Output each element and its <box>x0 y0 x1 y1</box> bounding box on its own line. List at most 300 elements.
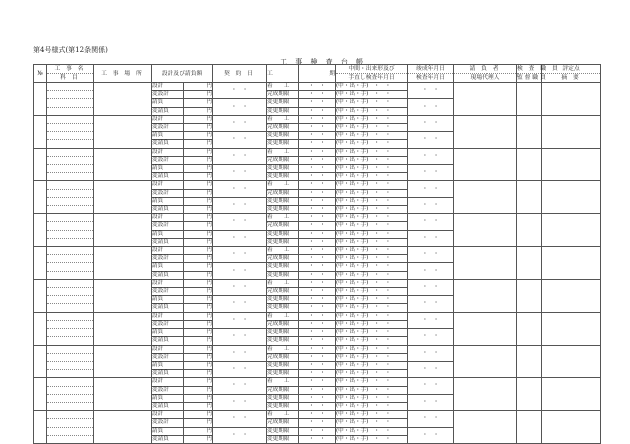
record-name-cell <box>47 214 94 222</box>
rating-cell <box>542 312 601 345</box>
yen-label: 円 <box>184 378 213 386</box>
record-subject-cell <box>47 263 94 271</box>
design-label: 変請負 <box>152 107 184 115</box>
record-no-cell <box>34 411 47 444</box>
header-design: 設計及び請負額 <box>152 65 213 83</box>
yen-label: 円 <box>184 296 213 304</box>
record-no-cell <box>34 181 47 214</box>
inspector-cell <box>517 312 542 345</box>
yen-label: 円 <box>184 337 213 345</box>
period-label: 変更期限 <box>267 361 299 369</box>
mid-inspection-cell: (中・出・手) ・ ・ <box>336 288 408 296</box>
yen-label: 円 <box>184 386 213 394</box>
mid-inspection-cell: (中・出・手) ・ ・ <box>336 165 408 173</box>
header-supervisor: 監 督 職 員 <box>517 75 546 81</box>
header-no: № <box>34 65 47 83</box>
completion-date-cell: ・ ・ <box>408 345 454 361</box>
design-label: 変設計 <box>152 222 184 230</box>
mid-inspection-cell: (中・出・手) ・ ・ <box>336 91 408 99</box>
mid-inspection-cell: (中・出・手) ・ ・ <box>336 402 408 410</box>
design-label: 請負 <box>152 230 184 238</box>
period-label: 完成期限 <box>267 419 299 427</box>
mid-inspection-cell: (中・出・手) ・ ・ <box>336 230 408 238</box>
design-label: 請負 <box>152 99 184 107</box>
inspector-cell <box>517 148 542 181</box>
design-label: 変設計 <box>152 353 184 361</box>
period-date: ・ ・ <box>299 115 336 123</box>
record-subject-cell <box>47 288 94 296</box>
period-date: ・ ・ <box>299 214 336 222</box>
contract-date-cell: ・ ・ <box>213 427 267 443</box>
record-no-cell <box>34 378 47 411</box>
contractor-cell <box>454 378 517 411</box>
contract-date-cell: ・ ・ <box>213 279 267 295</box>
yen-label: 円 <box>184 148 213 156</box>
contractor-cell <box>454 148 517 181</box>
record-subject-cell <box>47 353 94 361</box>
record-name-cell <box>47 181 94 189</box>
record-subject-cell <box>47 173 94 181</box>
yen-label: 円 <box>184 206 213 214</box>
record-subject-cell <box>47 99 94 107</box>
design-label: 変設計 <box>152 124 184 132</box>
period-date: ・ ・ <box>299 312 336 320</box>
contract-date-cell: ・ ・ <box>213 296 267 312</box>
period-label: 変更期限 <box>267 370 299 378</box>
period-label: 着 工 <box>267 378 299 386</box>
record-no-cell <box>34 247 47 280</box>
mid-inspection-cell: (中・出・手) ・ ・ <box>336 320 408 328</box>
period-label: 完成期限 <box>267 386 299 394</box>
mid-inspection-cell: (中・出・手) ・ ・ <box>336 83 408 91</box>
inspector-cell <box>517 279 542 312</box>
period-date: ・ ・ <box>299 83 336 91</box>
design-label: 請負 <box>152 394 184 402</box>
period-date: ・ ・ <box>299 91 336 99</box>
record-subject-cell <box>47 271 94 279</box>
period-date: ・ ・ <box>299 247 336 255</box>
record-subject-cell <box>47 402 94 410</box>
design-label: 設計 <box>152 279 184 287</box>
mid-inspection-cell: (中・出・手) ・ ・ <box>336 173 408 181</box>
design-label: 変請負 <box>152 304 184 312</box>
record-name-cell <box>47 312 94 320</box>
completion-date-cell: ・ ・ <box>408 99 454 115</box>
header-period-right: 期 <box>299 65 336 83</box>
record-subject-cell <box>47 419 94 427</box>
yen-label: 円 <box>184 288 213 296</box>
period-date: ・ ・ <box>299 288 336 296</box>
yen-label: 円 <box>184 411 213 419</box>
completion-date-cell: ・ ・ <box>408 361 454 377</box>
design-label: 請負 <box>152 197 184 205</box>
period-label: 変更期限 <box>267 173 299 181</box>
record-subject-cell <box>47 165 94 173</box>
header-inspection-date: 検査年月日 <box>408 74 454 83</box>
contractor-cell <box>454 411 517 444</box>
header-completion: 竣成年月日 <box>408 65 454 74</box>
mid-inspection-cell: (中・出・手) ・ ・ <box>336 370 408 378</box>
record-subject-cell <box>47 238 94 246</box>
contract-date-cell: ・ ・ <box>213 181 267 197</box>
period-label: 完成期限 <box>267 353 299 361</box>
period-label: 完成期限 <box>267 255 299 263</box>
completion-date-cell: ・ ・ <box>408 312 454 328</box>
record-subject-cell <box>47 230 94 238</box>
contract-date-cell: ・ ・ <box>213 132 267 148</box>
period-label: 着 工 <box>267 115 299 123</box>
mid-inspection-cell: (中・出・手) ・ ・ <box>336 107 408 115</box>
mid-inspection-cell: (中・出・手) ・ ・ <box>336 345 408 353</box>
record-subject-cell <box>47 337 94 345</box>
table-row <box>34 247 601 255</box>
design-label: 変設計 <box>152 189 184 197</box>
mid-inspection-cell: (中・出・手) ・ ・ <box>336 197 408 205</box>
record-place-cell <box>94 83 152 116</box>
yen-label: 円 <box>184 345 213 353</box>
period-date: ・ ・ <box>299 197 336 205</box>
rating-cell <box>542 214 601 247</box>
yen-label: 円 <box>184 419 213 427</box>
table-row <box>34 214 601 222</box>
record-subject-cell <box>47 197 94 205</box>
design-label: 設計 <box>152 411 184 419</box>
period-label: 完成期限 <box>267 156 299 164</box>
header-period-left: 工 <box>267 65 299 83</box>
yen-label: 円 <box>184 329 213 337</box>
period-date: ・ ・ <box>299 189 336 197</box>
yen-label: 円 <box>184 271 213 279</box>
mid-inspection-cell: (中・出・手) ・ ・ <box>336 312 408 320</box>
yen-label: 円 <box>184 394 213 402</box>
record-place-cell <box>94 279 152 312</box>
contract-date-cell: ・ ・ <box>213 411 267 427</box>
period-date: ・ ・ <box>299 402 336 410</box>
record-subject-cell <box>47 361 94 369</box>
rating-cell <box>542 148 601 181</box>
period-label: 着 工 <box>267 247 299 255</box>
yen-label: 円 <box>184 255 213 263</box>
completion-date-cell: ・ ・ <box>408 197 454 213</box>
contract-date-cell: ・ ・ <box>213 329 267 345</box>
yen-label: 円 <box>184 304 213 312</box>
contract-date-cell: ・ ・ <box>213 263 267 279</box>
design-label: 請負 <box>152 329 184 337</box>
period-date: ・ ・ <box>299 271 336 279</box>
record-place-cell <box>94 378 152 411</box>
period-date: ・ ・ <box>299 427 336 435</box>
mid-inspection-cell: (中・出・手) ・ ・ <box>336 255 408 263</box>
inspector-cell <box>517 378 542 411</box>
page-title: 工 事 検 査 台 帳 <box>280 58 367 66</box>
record-name-cell <box>47 411 94 419</box>
mid-inspection-cell: (中・出・手) ・ ・ <box>336 99 408 107</box>
inspector-cell <box>517 214 542 247</box>
mid-inspection-cell: (中・出・手) ・ ・ <box>336 419 408 427</box>
ledger-body <box>34 83 601 444</box>
rating-cell <box>542 345 601 378</box>
design-label: 請負 <box>152 165 184 173</box>
yen-label: 円 <box>184 361 213 369</box>
record-subject-cell <box>47 304 94 312</box>
period-label: 変更期限 <box>267 99 299 107</box>
period-label: 着 工 <box>267 279 299 287</box>
table-row <box>34 378 601 386</box>
period-label: 変更期限 <box>267 263 299 271</box>
inspector-cell <box>517 247 542 280</box>
yen-label: 円 <box>184 320 213 328</box>
yen-label: 円 <box>184 189 213 197</box>
design-label: 設計 <box>152 345 184 353</box>
rating-cell <box>542 181 601 214</box>
record-place-cell <box>94 312 152 345</box>
yen-label: 円 <box>184 214 213 222</box>
record-name-cell <box>47 83 94 91</box>
design-label: 変設計 <box>152 156 184 164</box>
design-label: 変設計 <box>152 419 184 427</box>
design-label: 変請負 <box>152 435 184 443</box>
rating-cell <box>542 279 601 312</box>
contractor-cell <box>454 279 517 312</box>
period-label: 完成期限 <box>267 320 299 328</box>
record-subject-cell <box>47 320 94 328</box>
table-row <box>34 115 601 123</box>
period-date: ・ ・ <box>299 124 336 132</box>
record-no-cell <box>34 115 47 148</box>
period-date: ・ ・ <box>299 329 336 337</box>
design-label: 変設計 <box>152 91 184 99</box>
mid-inspection-cell: (中・出・手) ・ ・ <box>336 296 408 304</box>
period-date: ・ ・ <box>299 230 336 238</box>
period-date: ・ ・ <box>299 296 336 304</box>
contractor-cell <box>454 115 517 148</box>
yen-label: 円 <box>184 181 213 189</box>
contract-date-cell: ・ ・ <box>213 394 267 410</box>
period-label: 着 工 <box>267 148 299 156</box>
mid-inspection-cell: (中・出・手) ・ ・ <box>336 394 408 402</box>
period-date: ・ ・ <box>299 263 336 271</box>
record-subject-cell <box>47 140 94 148</box>
design-label: 変請負 <box>152 271 184 279</box>
mid-inspection-cell: (中・出・手) ・ ・ <box>336 386 408 394</box>
period-label: 変更期限 <box>267 132 299 140</box>
design-label: 変設計 <box>152 386 184 394</box>
period-label: 変更期限 <box>267 296 299 304</box>
mid-inspection-cell: (中・出・手) ・ ・ <box>336 132 408 140</box>
mid-inspection-cell: (中・出・手) ・ ・ <box>336 222 408 230</box>
record-subject-cell <box>47 206 94 214</box>
design-label: 変請負 <box>152 402 184 410</box>
contract-date-cell: ・ ・ <box>213 165 267 181</box>
mid-inspection-cell: (中・出・手) ・ ・ <box>336 361 408 369</box>
mid-inspection-cell: (中・出・手) ・ ・ <box>336 337 408 345</box>
completion-date-cell: ・ ・ <box>408 296 454 312</box>
yen-label: 円 <box>184 107 213 115</box>
completion-date-cell: ・ ・ <box>408 148 454 164</box>
yen-label: 円 <box>184 353 213 361</box>
design-label: 変請負 <box>152 370 184 378</box>
header-site-agent: 現場代理人 <box>454 74 517 83</box>
design-label: 設計 <box>152 312 184 320</box>
mid-inspection-cell: (中・出・手) ・ ・ <box>336 279 408 287</box>
yen-label: 円 <box>184 263 213 271</box>
rating-cell <box>542 378 601 411</box>
record-name-cell <box>47 345 94 353</box>
rating-cell <box>542 411 601 444</box>
completion-date-cell: ・ ・ <box>408 115 454 131</box>
yen-label: 円 <box>184 230 213 238</box>
contractor-cell <box>454 181 517 214</box>
completion-date-cell: ・ ・ <box>408 394 454 410</box>
record-subject-cell <box>47 255 94 263</box>
record-place-cell <box>94 115 152 148</box>
record-place-cell <box>94 247 152 280</box>
inspector-cell <box>517 115 542 148</box>
record-subject-cell <box>47 222 94 230</box>
completion-date-cell: ・ ・ <box>408 378 454 394</box>
mid-inspection-cell: (中・出・手) ・ ・ <box>336 181 408 189</box>
contract-date-cell: ・ ・ <box>213 378 267 394</box>
record-no-cell <box>34 214 47 247</box>
header-subject: 科 目 <box>47 74 94 83</box>
record-place-cell <box>94 214 152 247</box>
mid-inspection-cell: (中・出・手) ・ ・ <box>336 329 408 337</box>
record-no-cell <box>34 148 47 181</box>
record-subject-cell <box>47 107 94 115</box>
design-label: 設計 <box>152 148 184 156</box>
contract-date-cell: ・ ・ <box>213 115 267 131</box>
period-date: ・ ・ <box>299 107 336 115</box>
mid-inspection-cell: (中・出・手) ・ ・ <box>336 156 408 164</box>
contract-date-cell: ・ ・ <box>213 197 267 213</box>
record-subject-cell <box>47 370 94 378</box>
design-label: 変請負 <box>152 238 184 246</box>
period-date: ・ ・ <box>299 238 336 246</box>
period-label: 変更期限 <box>267 304 299 312</box>
mid-inspection-cell: (中・出・手) ・ ・ <box>336 435 408 443</box>
yen-label: 円 <box>184 312 213 320</box>
period-label: 変更期限 <box>267 107 299 115</box>
period-date: ・ ・ <box>299 435 336 443</box>
design-label: 変請負 <box>152 173 184 181</box>
period-date: ・ ・ <box>299 386 336 394</box>
period-date: ・ ・ <box>299 320 336 328</box>
mid-inspection-cell: (中・出・手) ・ ・ <box>336 271 408 279</box>
period-date: ・ ・ <box>299 132 336 140</box>
period-label: 変更期限 <box>267 271 299 279</box>
design-label: 請負 <box>152 427 184 435</box>
mid-inspection-cell: (中・出・手) ・ ・ <box>336 411 408 419</box>
period-date: ・ ・ <box>299 156 336 164</box>
design-label: 変請負 <box>152 337 184 345</box>
yen-label: 円 <box>184 156 213 164</box>
record-place-cell <box>94 181 152 214</box>
period-date: ・ ・ <box>299 99 336 107</box>
period-date: ・ ・ <box>299 394 336 402</box>
contractor-cell <box>454 345 517 378</box>
design-label: 設計 <box>152 378 184 386</box>
period-label: 変更期限 <box>267 435 299 443</box>
record-subject-cell <box>47 124 94 132</box>
table-row <box>34 411 601 419</box>
record-subject-cell <box>47 386 94 394</box>
design-label: 請負 <box>152 132 184 140</box>
mid-inspection-cell: (中・出・手) ・ ・ <box>336 247 408 255</box>
period-label: 完成期限 <box>267 124 299 132</box>
period-label: 完成期限 <box>267 288 299 296</box>
period-date: ・ ・ <box>299 337 336 345</box>
record-place-cell <box>94 345 152 378</box>
design-label: 設計 <box>152 214 184 222</box>
record-place-cell <box>94 148 152 181</box>
completion-date-cell: ・ ・ <box>408 230 454 246</box>
yen-label: 円 <box>184 197 213 205</box>
mid-inspection-cell: (中・出・手) ・ ・ <box>336 124 408 132</box>
period-label: 変更期限 <box>267 329 299 337</box>
record-subject-cell <box>47 394 94 402</box>
record-subject-cell <box>47 329 94 337</box>
contract-date-cell: ・ ・ <box>213 214 267 230</box>
yen-label: 円 <box>184 402 213 410</box>
period-date: ・ ・ <box>299 304 336 312</box>
period-date: ・ ・ <box>299 140 336 148</box>
inspector-cell <box>517 83 542 116</box>
table-row <box>34 83 601 91</box>
completion-date-cell: ・ ・ <box>408 427 454 443</box>
mid-inspection-cell: (中・出・手) ・ ・ <box>336 238 408 246</box>
yen-label: 円 <box>184 115 213 123</box>
contract-date-cell: ・ ・ <box>213 148 267 164</box>
completion-date-cell: ・ ・ <box>408 83 454 99</box>
header-inspector: 検 査 職 員 <box>517 66 560 72</box>
completion-date-cell: ・ ・ <box>408 329 454 345</box>
yen-label: 円 <box>184 124 213 132</box>
design-label: 請負 <box>152 296 184 304</box>
design-label: 設計 <box>152 181 184 189</box>
period-label: 完成期限 <box>267 189 299 197</box>
record-place-cell <box>94 411 152 444</box>
period-date: ・ ・ <box>299 361 336 369</box>
design-label: 変設計 <box>152 288 184 296</box>
mid-inspection-cell: (中・出・手) ・ ・ <box>336 206 408 214</box>
inspection-ledger-table <box>33 64 601 444</box>
yen-label: 円 <box>184 427 213 435</box>
completion-date-cell: ・ ・ <box>408 279 454 295</box>
header-mid-inspection: 中間・出来形及び <box>336 65 408 74</box>
record-subject-cell <box>47 132 94 140</box>
period-label: 完成期限 <box>267 91 299 99</box>
record-name-cell <box>47 378 94 386</box>
table-row <box>34 345 601 353</box>
period-label: 変更期限 <box>267 402 299 410</box>
record-name-cell <box>47 247 94 255</box>
table-row <box>34 181 601 189</box>
header-contract: 契 約 日 <box>213 65 267 83</box>
completion-date-cell: ・ ・ <box>408 263 454 279</box>
header-rating: 評定点 <box>542 65 601 74</box>
period-label: 着 工 <box>267 83 299 91</box>
contract-date-cell: ・ ・ <box>213 312 267 328</box>
period-label: 変更期限 <box>267 427 299 435</box>
period-label: 変更期限 <box>267 197 299 205</box>
period-date: ・ ・ <box>299 173 336 181</box>
period-date: ・ ・ <box>299 353 336 361</box>
design-label: 変請負 <box>152 206 184 214</box>
period-label: 変更期限 <box>267 230 299 238</box>
design-label: 変請負 <box>152 140 184 148</box>
yen-label: 円 <box>184 247 213 255</box>
mid-inspection-cell: (中・出・手) ・ ・ <box>336 189 408 197</box>
